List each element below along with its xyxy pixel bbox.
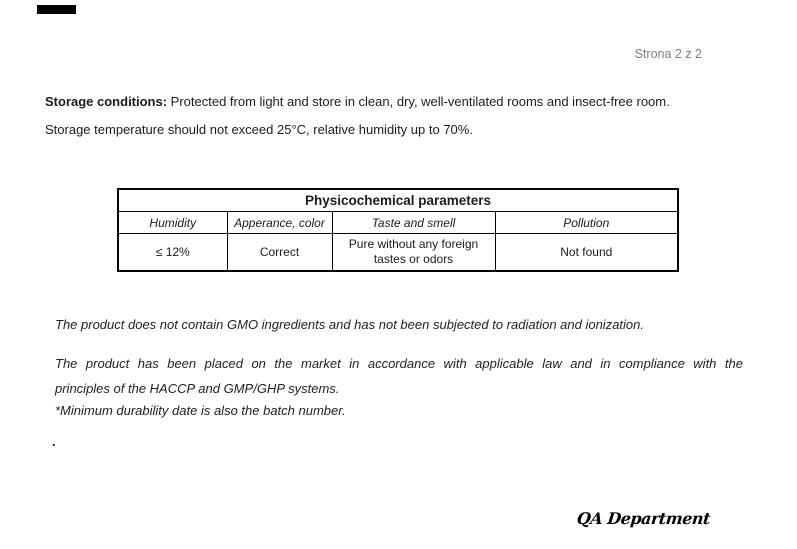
table-row <box>118 234 678 272</box>
storage-line-1 <box>45 88 745 116</box>
storage-line-2: Storage temperature should not exceed 25°C, relative humidity up to 70%. <box>45 122 473 137</box>
storage-line-1-text: Protected from light and store in clean, dry, well-ventilated rooms and insect-free room. <box>167 94 670 109</box>
cell-taste-value: Pure without any foreign tastes or odors <box>332 234 495 272</box>
table-title: Physicochemical parameters <box>118 189 678 212</box>
table-title-row <box>118 189 678 212</box>
column-header-pollution: Pollution <box>495 212 678 234</box>
qa-department-signature: QA Department <box>576 509 711 528</box>
page-number: Strona 2 z 2 <box>634 47 702 61</box>
cell-appearance-value: Correct <box>227 234 332 272</box>
note-durability-paragraph: *Minimum durability date is also the batch number. <box>55 403 346 418</box>
note-gmo-paragraph: The product does not contain GMO ingredients and has not been subjected to radiation and ionization. <box>55 317 644 332</box>
cell-humidity-value: ≤ 12% <box>118 234 227 272</box>
storage-conditions-paragraph <box>45 88 745 144</box>
storage-conditions-label: Storage conditions: <box>45 94 168 109</box>
note-compliance-line-1: The product has been placed on the market in accordance with applicable law and in compliance with the <box>55 356 743 371</box>
column-header-appearance-color: Apperance, color <box>227 212 332 234</box>
redaction-mark <box>37 5 76 14</box>
physicochemical-parameters-table <box>117 188 679 272</box>
table-header-row <box>118 212 678 234</box>
column-header-taste-and-smell: Taste and smell <box>332 212 495 234</box>
note-compliance-paragraph <box>55 351 743 401</box>
column-header-humidity: Humidity <box>118 212 227 234</box>
note-compliance-line-2: principles of the HACCP and GMP/GHP systems. <box>55 381 340 396</box>
cell-pollution-value: Not found <box>495 234 678 272</box>
stray-period: . <box>52 434 56 449</box>
